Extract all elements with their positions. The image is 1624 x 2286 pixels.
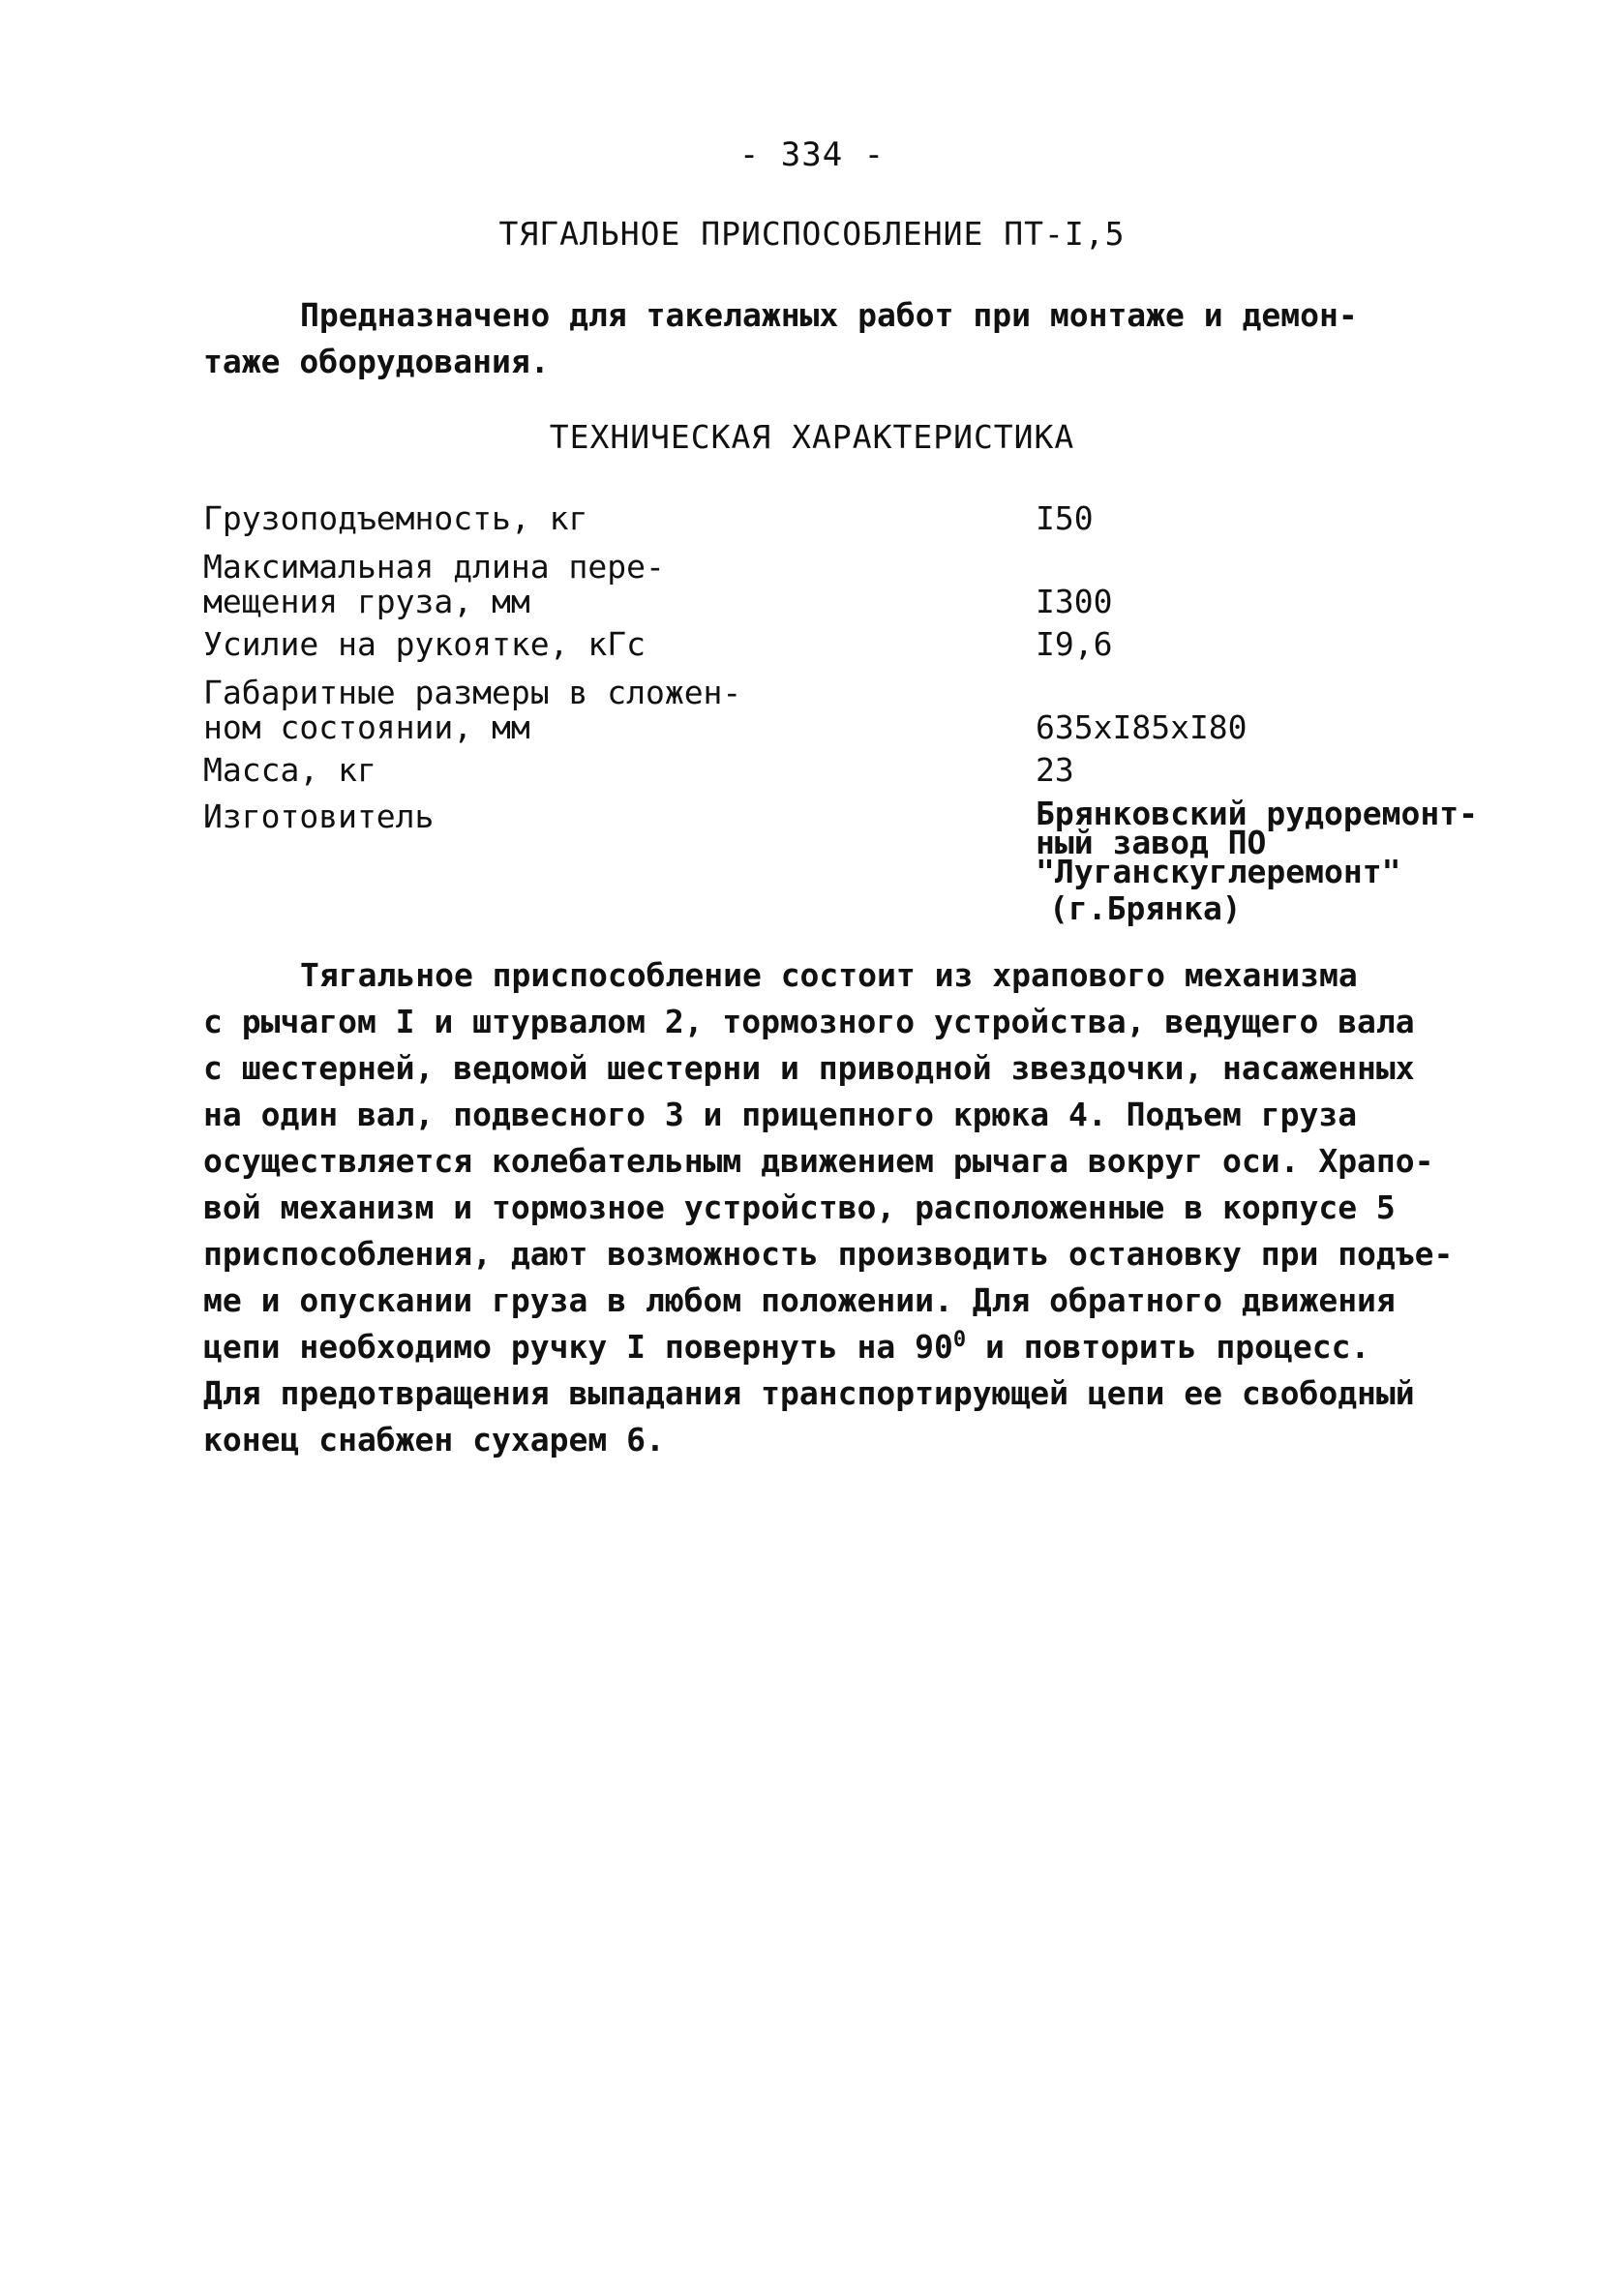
spec-label-line: Усилие на рукоятке, кГс (203, 625, 646, 663)
spec-label (203, 501, 803, 536)
spec-label-line: ном состоянии, мм (203, 708, 530, 746)
description-line: с рычагом I и штурвалом 2, тормозного устройства, ведущего вала (203, 1003, 1415, 1040)
spec-value-line: 23 (1036, 751, 1074, 789)
spec-label (203, 676, 803, 745)
spec-value (1036, 795, 1490, 931)
spec-label (203, 799, 803, 834)
spec-value (1036, 627, 1490, 662)
description-line: конец снабжен сухарем 6. (203, 1421, 665, 1459)
spec-value-line: 635xI85xI80 (1036, 708, 1248, 746)
spec-label-line: мещения груза, мм (203, 583, 530, 620)
document-title: ТЯГАЛЬНОЕ ПРИСПОСОБЛЕНИЕ ПТ-I,5 (498, 215, 1126, 253)
intro-paragraph (203, 292, 1413, 385)
description-line: ме и опускании груза в любом положении. Для обратного движения (203, 1281, 1396, 1319)
description-line: приспособления, дают возможность производить остановку при подъе- (203, 1235, 1454, 1273)
description-line: Тягальное приспособление состоит из храпового механизма (300, 956, 1358, 994)
spec-value (1036, 585, 1490, 619)
description-line-head: цепи необходимо ручку I повернуть на 90 (203, 1328, 953, 1366)
spec-heading: ТЕХНИЧЕСКАЯ ХАРАКТЕРИСТИКА (549, 418, 1075, 456)
spec-label-line: Изготовитель (203, 797, 435, 835)
spec-label (203, 753, 803, 788)
spec-label-line: Максимальная длина пере- (203, 548, 665, 586)
spec-value (1036, 501, 1490, 536)
page-number: - 334 - (738, 135, 886, 174)
description-paragraph (203, 952, 1490, 1463)
spec-label-line: Габаритные размеры в сложен- (203, 674, 742, 711)
description-line-with-degree (203, 1324, 1490, 1370)
intro-line: таже оборудования. (203, 343, 550, 380)
spec-label-line: Грузоподъемность, кг (203, 499, 588, 537)
description-line: Для предотвращения выпадания транспортирующей цепи ее свободный (203, 1374, 1415, 1412)
spec-value-line: I300 (1036, 583, 1113, 620)
spec-value-line: I50 (1036, 499, 1094, 537)
description-line: с шестерней, ведомой шестерни и приводной звездочки, насаженных (203, 1049, 1415, 1087)
intro-line: Предназначено для такелажных работ при монтаже и демон- (300, 296, 1358, 334)
spec-value-line: I9,6 (1036, 625, 1113, 663)
spec-value-line: ный завод ПО (1036, 824, 1267, 861)
spec-value (1036, 753, 1490, 788)
spec-value-line: (г.Брянка) (1049, 889, 1242, 927)
spec-value (1036, 710, 1490, 745)
spec-label-line: Масса, кг (203, 751, 376, 789)
spec-value-line: "Луганскуглеремонт" (1036, 853, 1401, 890)
description-line-tail: и повторить процесс. (966, 1328, 1370, 1366)
spec-label (203, 627, 803, 662)
degree-mark: 0 (952, 1328, 967, 1352)
spec-label (203, 550, 803, 619)
description-line: вой механизм и тормозное устройство, расположенные в корпусе 5 (203, 1188, 1396, 1226)
description-line: осуществляется колебательным движением рычага вокруг оси. Храпо- (203, 1142, 1434, 1180)
description-line: на один вал, подвесного 3 и прицепного крюка 4. Подъем груза (203, 1096, 1358, 1133)
spec-value-line: Брянковский рудоремонт- (1036, 795, 1478, 832)
